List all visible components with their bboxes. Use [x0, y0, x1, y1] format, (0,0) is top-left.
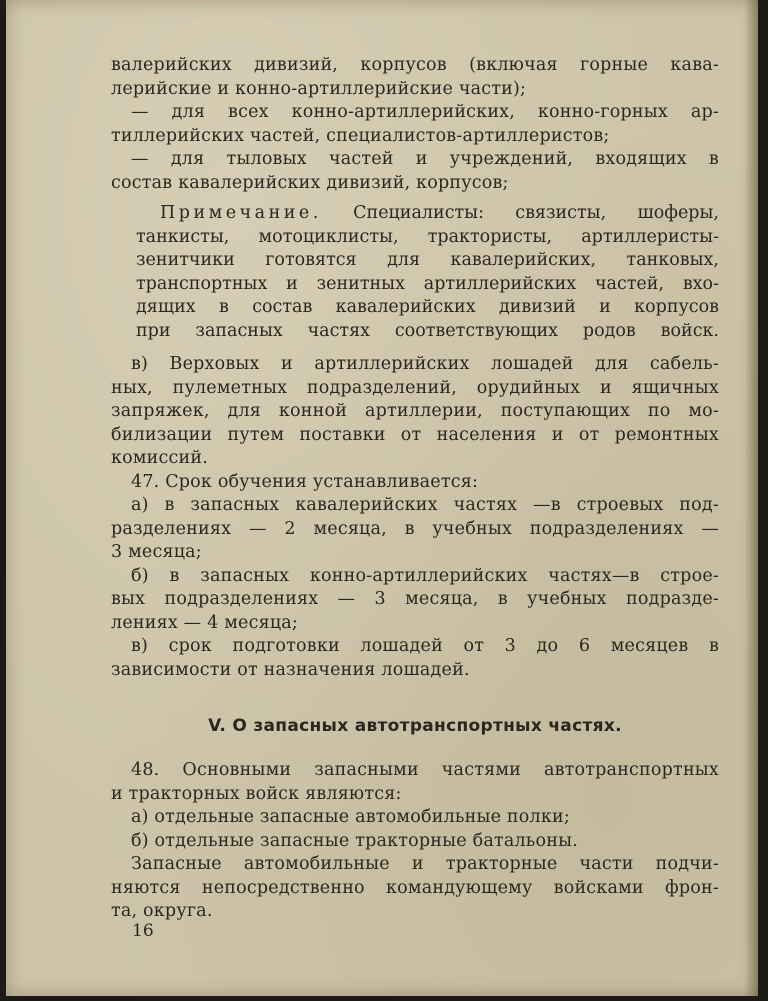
text-line: а) отдельные запасные автомобильные полки; [131, 807, 570, 827]
note-line: транспортных и зенитных артиллерийских частей, вхо- [136, 273, 719, 294]
text-line: тиллерийских частей, специалистов-артиллеристов; [111, 125, 610, 146]
note-line: танкисты, мотоциклисты, трактористы, артиллеристы- [136, 226, 719, 247]
text-line: в) Верховых и артиллерийских лошадей для сабель- [131, 354, 719, 374]
text-block-1 [111, 54, 719, 195]
text-line: б) отдельные запасные тракторные батальоны. [131, 830, 579, 851]
text-line: вых подразделениях — 3 месяца, в учебных подразде- [111, 589, 719, 609]
text-line: 47. Срок обучения устанавливается: [131, 471, 479, 492]
book-page [6, 0, 758, 996]
text-line: та, округа. [111, 901, 213, 921]
note-line: при запасных частях соответствующих родов войск. [136, 320, 719, 341]
page-number: 16 [132, 921, 154, 941]
note-line: дящих в состав кавалерийских дивизий и корпусов [136, 297, 719, 317]
text-line: — для всех конно-артиллерийских, конно-горных ар- [131, 102, 719, 122]
text-line: билизации путем поставки от населения и от ремонтных [111, 424, 719, 445]
text-line: а) в запасных кавалерийских частях —в строевых под- [131, 495, 719, 515]
note-first-line [136, 202, 719, 226]
text-line: Запасные автомобильные и тракторные части подчи- [131, 854, 719, 874]
text-line: — для тыловых частей и учреждений, входящих в [131, 149, 719, 169]
text-line: няются непосредственно командующему войсками фрон- [111, 877, 719, 898]
text-line: лениях — 4 месяца; [111, 612, 299, 633]
text-line: ных, пулеметных подразделений, орудийных и ящичных [111, 377, 719, 398]
text-line: 3 месяца; [111, 542, 202, 562]
text-block-2 [111, 353, 719, 682]
page-edge-shadow [744, 0, 758, 996]
note-label: Примечание. [160, 203, 322, 223]
text-line: и тракторных войск являются: [111, 783, 402, 804]
text-line: разделениях — 2 месяца, в учебных подразделениях — [111, 518, 719, 539]
section-heading: V. О запасных автотранспортных частях. [208, 716, 622, 736]
note-first-line-text: Специалисты: связисты, шоферы, [321, 203, 719, 223]
text-line: запряжек, для конной артиллерии, поступающих по мо- [111, 401, 719, 421]
note-block [136, 202, 719, 343]
text-line: комиссий. [111, 448, 209, 468]
text-block-3 [111, 759, 719, 924]
text-line: состав кавалерийских дивизий, корпусов; [111, 172, 509, 193]
text-line: 48. Основными запасными частями автотранспортных [131, 760, 719, 780]
note-line: зенитчики готовятся для кавалерийских, танковых, [136, 250, 719, 270]
text-line: валерийских дивизий, корпусов (включая горные кава- [111, 55, 719, 75]
text-line: б) в запасных конно-артиллерийских частях—в строе- [131, 565, 719, 586]
text-line: лерийские и конно-артиллерийские части); [111, 78, 527, 99]
text-line: в) срок подготовки лошадей от 3 до 6 месяцев в [131, 636, 719, 656]
text-line: зависимости от назначения лошадей. [111, 659, 470, 680]
